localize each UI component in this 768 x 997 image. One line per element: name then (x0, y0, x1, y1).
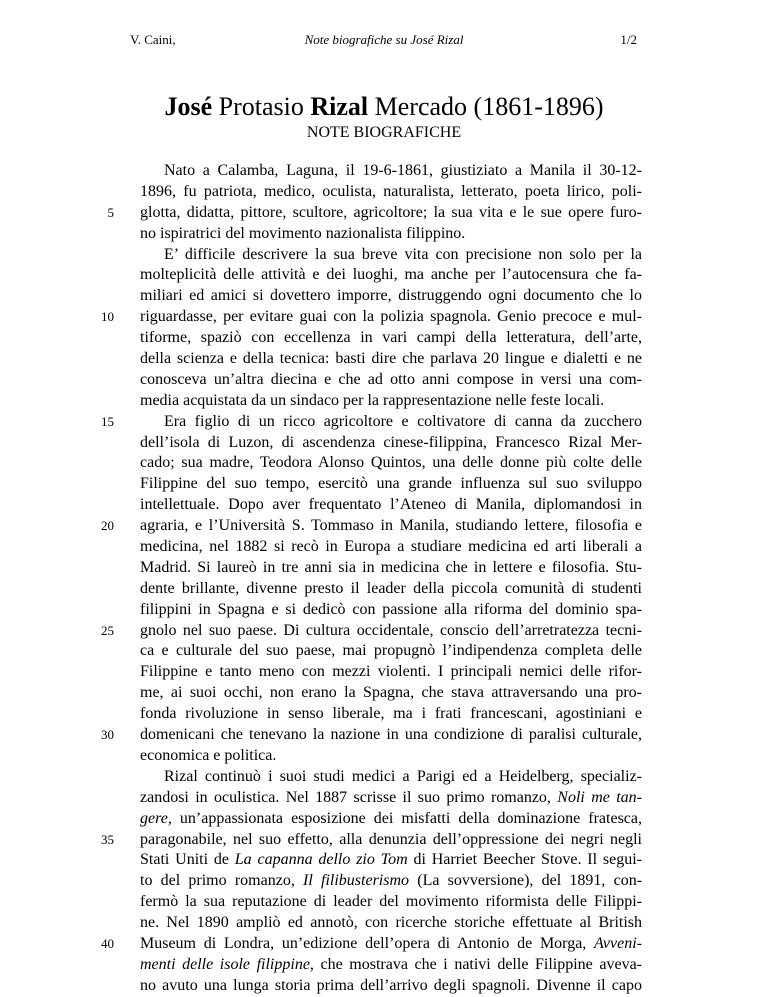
text-line: 1896, fu patriota, medico, oculista, naturalista, letterato, poeta lirico, poli- (140, 182, 642, 200)
book-title-noli-cont: gere, (140, 809, 172, 827)
text-line: conosceva un’altra diecina e che ad otto anni compose in versi una com- (140, 370, 642, 388)
text-line: no avuto una lunga storia prima dell’arrivo degli spagnoli. Divenne il capo (140, 976, 642, 994)
text-line (140, 788, 642, 809)
book-title-filibusterismo: Il filibusterismo (303, 872, 410, 890)
text-line: Nato a Calamba, Laguna, il 19-6-1861, giustiziato a Manila il 30-12- (164, 162, 642, 179)
text-line: agraria, e l’Università S. Tommaso in Manila, studiando lettere, filosofia e (140, 517, 642, 535)
header-page-number: 1/2 (620, 32, 637, 47)
document-subtitle: NOTE BIOGRAFICHE (306, 124, 462, 141)
text-line: gnolo nel suo paese. Di cultura occidentale, conscio dell’arretratezza tecni- (140, 621, 642, 639)
title-middle-name: Protasio (212, 92, 311, 121)
text-line: filippini in Spagna e si dedicò con passione alla riforma del dominio spa- (140, 600, 642, 618)
body-text (140, 161, 642, 997)
text-fragment: Museum di Londra, un’edizione dell’opera di Antonio de Morga, (140, 934, 595, 952)
title-surname: Rizal (310, 92, 369, 121)
text-line: Filippine e tanto meno con mezzi violenti. I principali nemici delle rifor- (140, 663, 642, 681)
header-running-title: Note biografiche su José Rizal (304, 32, 464, 47)
text-line: intellettuale. Dopo aver frequentato l’Ateneo di Manila, diplomandosi in (140, 496, 642, 514)
text-line: Era figlio di un ricco agricoltore e coltivatore di canna da zucchero (164, 412, 642, 430)
text-line: molteplicità delle attività e dei luoghi, ma anche per l’autocensura che fa- (140, 266, 642, 284)
line-number: 5 (107, 204, 114, 220)
text-line: dente brillante, divenne presto il leader della piccola comunità di studenti (140, 579, 642, 597)
text-line: medicina, nel 1882 si recò in Europa a studiare medicina ed arti liberali a (140, 538, 642, 556)
text-line: Madrid. Si laureò in tre anni sia in medicina che in lettere e filosofia. Stu- (140, 558, 642, 576)
line-number: 30 (101, 727, 114, 743)
text-line: ca e culturale del suo paese, mai propugnò l’indipendenza completa delle (140, 642, 642, 660)
text-line: paragonabile, nel suo effetto, alla denunzia dell’oppressione dei negri negli (140, 830, 642, 848)
text-fragment: zandosi in oculistica. Nel 1887 scrisse il suo primo romanzo, (140, 788, 558, 806)
text-line: E’ difficile descrivere la sua breve vita con precisione non solo per la (164, 245, 642, 263)
text-line: della scienza e della tecnica: basti dire che parlava 20 lingue e dialetti e ne (140, 350, 642, 368)
line-number: 35 (101, 831, 114, 847)
line-number: 15 (101, 413, 114, 429)
text-fragment: (La sovversione), del 1891, con- (409, 872, 643, 890)
title-rest: Mercado (1861-1896) (368, 92, 604, 121)
text-line (140, 809, 642, 830)
text-line: Filippine del suo tempo, esercitò una grande influenza sul suo sviluppo (140, 475, 642, 493)
text-fragment: , che mostrava che i nativi delle Filippine aveva- (309, 955, 642, 973)
book-title-noli: Noli me tan- (557, 788, 643, 806)
text-line (140, 934, 642, 955)
text-fragment: Stati Uniti de (140, 851, 235, 869)
line-number: 10 (101, 309, 114, 325)
text-line: media acquistata da un sindaco per la rappresentazione nelle feste locali. (140, 391, 605, 409)
text-line: riguardasse, per evitare guai con la polizia spagnola. Genio precoce e mul- (140, 308, 642, 326)
line-number: 40 (101, 936, 114, 952)
text-line: economica e politica. (140, 746, 277, 764)
book-title-capanna: La capanna dello zio Tom (234, 851, 408, 869)
text-line: cado; sua madre, Teodora Alonso Quintos, una delle donne più colte delle (140, 454, 642, 472)
text-line (140, 955, 642, 976)
page-header (0, 32, 768, 52)
text-line: glotta, didatta, pittore, scultore, agricoltore; la sua vita e le sue opere furo- (140, 203, 642, 221)
text-line: miliari ed amici si dovettero imporre, distruggendo ogni documento che lo (140, 287, 642, 305)
line-number: 25 (101, 622, 114, 638)
text-line: Rizal continuò i suoi studi medici a Parigi ed a Heidelberg, specializ- (164, 767, 642, 785)
book-title-avvenimenti-cont: menti delle isole filippine (140, 955, 310, 973)
text-line: me, ai suoi occhi, non erano la Spagna, che stava attraversando una pro- (140, 684, 642, 702)
text-fragment: di Harriet Beecher Stove. Il segui- (407, 851, 642, 869)
text-line: ne. Nel 1890 ampliò ed annotò, con ricerche storiche effettuate al British (140, 914, 642, 932)
text-fragment: un’appassionata esposizione dei misfatti della dominazione fratesca, (171, 809, 642, 827)
text-line (140, 850, 642, 871)
text-line (140, 871, 642, 892)
text-line: domenicani che tenevano la nazione in una condizione di paralisi culturale, (140, 726, 642, 744)
text-line: dell’isola di Luzon, di ascendenza cinese-filippina, Francesco Rizal Mer- (140, 433, 642, 451)
header-author: V. Caini, (130, 32, 176, 47)
text-fragment: to del primo romanzo, (140, 872, 304, 890)
title-first-name: José (164, 92, 213, 121)
text-line: fermò la sua reputazione di leader del movimento riformista delle Filippi- (140, 893, 642, 911)
line-number: 20 (101, 518, 114, 534)
book-title-avvenimenti: Avveni- (594, 934, 642, 952)
text-line: fonda rivoluzione in senso liberale, ma i frati francescani, agostiniani e (140, 705, 642, 723)
text-line: no ispiratrici del movimento nazionalista filippino. (140, 224, 466, 242)
text-line: tiforme, spaziò con eccellenza in vari campi della letteratura, dell’arte, (140, 329, 642, 347)
document-title (0, 92, 768, 122)
